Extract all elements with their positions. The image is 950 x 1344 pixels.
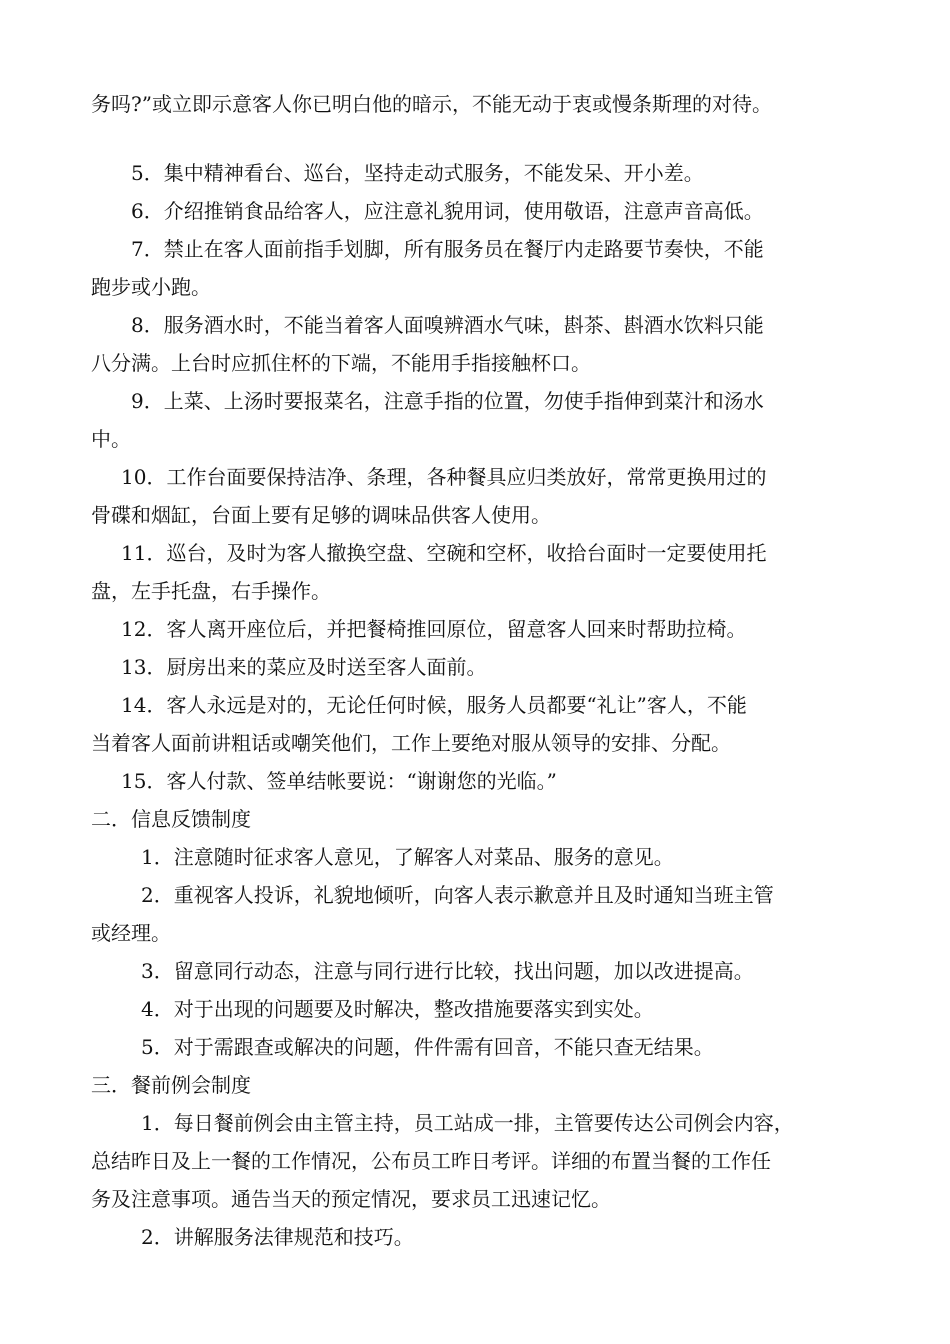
text-line: 骨碟和烟缸，台面上要有足够的调味品供客人使用。 <box>91 503 551 527</box>
text-line: 7．禁止在客人面前指手划脚，所有服务员在餐厅内走路要节奏快，不能 <box>131 237 764 261</box>
text-line: 2．重视客人投诉，礼貌地倾听，向客人表示歉意并且及时通知当班主管 <box>141 883 774 907</box>
section-heading: 二．信息反馈制度 <box>91 807 251 831</box>
section-heading: 三．餐前例会制度 <box>91 1073 251 1097</box>
text-line: 1．每日餐前例会由主管主持，员工站成一排，主管要传达公司例会内容， <box>141 1111 794 1135</box>
text-line: 15．客人付款、签单结帐要说：“谢谢您的光临。” <box>121 769 557 793</box>
text-line: 1．注意随时征求客人意见，了解客人对菜品、服务的意见。 <box>141 845 674 869</box>
text-line: 盘，左手托盘，右手操作。 <box>91 579 331 603</box>
text-line: 10．工作台面要保持洁净、条理，各种餐具应归类放好，常常更换用过的 <box>121 465 767 489</box>
text-line: 3．留意同行动态，注意与同行进行比较，找出问题，加以改进提高。 <box>141 959 754 983</box>
text-line: 6．介绍推销食品给客人，应注意礼貌用词，使用敬语，注意声音高低。 <box>131 199 764 223</box>
text-line: 务吗?”或立即示意客人你已明白他的暗示，不能无动于衷或慢条斯理的对待。 <box>91 92 772 116</box>
text-line: 14．客人永远是对的，无论任何时候，服务人员都要“礼让”客人，不能 <box>121 693 747 717</box>
text-line: 5．集中精神看台、巡台，坚持走动式服务，不能发呆、开小差。 <box>131 161 704 185</box>
text-line: 八分满。上台时应抓住杯的下端，不能用手指接触杯口。 <box>91 351 591 375</box>
text-line: 12．客人离开座位后，并把餐椅推回原位，留意客人回来时帮助拉椅。 <box>121 617 747 641</box>
text-line: 5．对于需跟查或解决的问题，件件需有回音，不能只查无结果。 <box>141 1035 714 1059</box>
text-line: 总结昨日及上一餐的工作情况，公布员工昨日考评。详细的布置当餐的工作任 <box>91 1149 771 1173</box>
text-line: 11．巡台，及时为客人撤换空盘、空碗和空杯，收拾台面时一定要使用托 <box>121 541 767 565</box>
text-line: 跑步或小跑。 <box>91 275 211 299</box>
text-line: 中。 <box>91 427 131 451</box>
text-line: 或经理。 <box>91 921 171 945</box>
text-line: 当着客人面前讲粗话或嘲笑他们，工作上要绝对服从领导的安排、分配。 <box>91 731 731 755</box>
text-line: 务及注意事项。通告当天的预定情况，要求员工迅速记忆。 <box>91 1187 611 1211</box>
text-line: 8．服务酒水时，不能当着客人面嗅辨酒水气味，斟茶、斟酒水饮料只能 <box>131 313 764 337</box>
text-line: 2．讲解服务法律规范和技巧。 <box>141 1225 414 1249</box>
text-line: 13．厨房出来的菜应及时送至客人面前。 <box>121 655 487 679</box>
text-line: 9．上菜、上汤时要报菜名，注意手指的位置，勿使手指伸到菜汁和汤水 <box>131 389 764 413</box>
text-line: 4．对于出现的问题要及时解决，整改措施要落实到实处。 <box>141 997 654 1021</box>
